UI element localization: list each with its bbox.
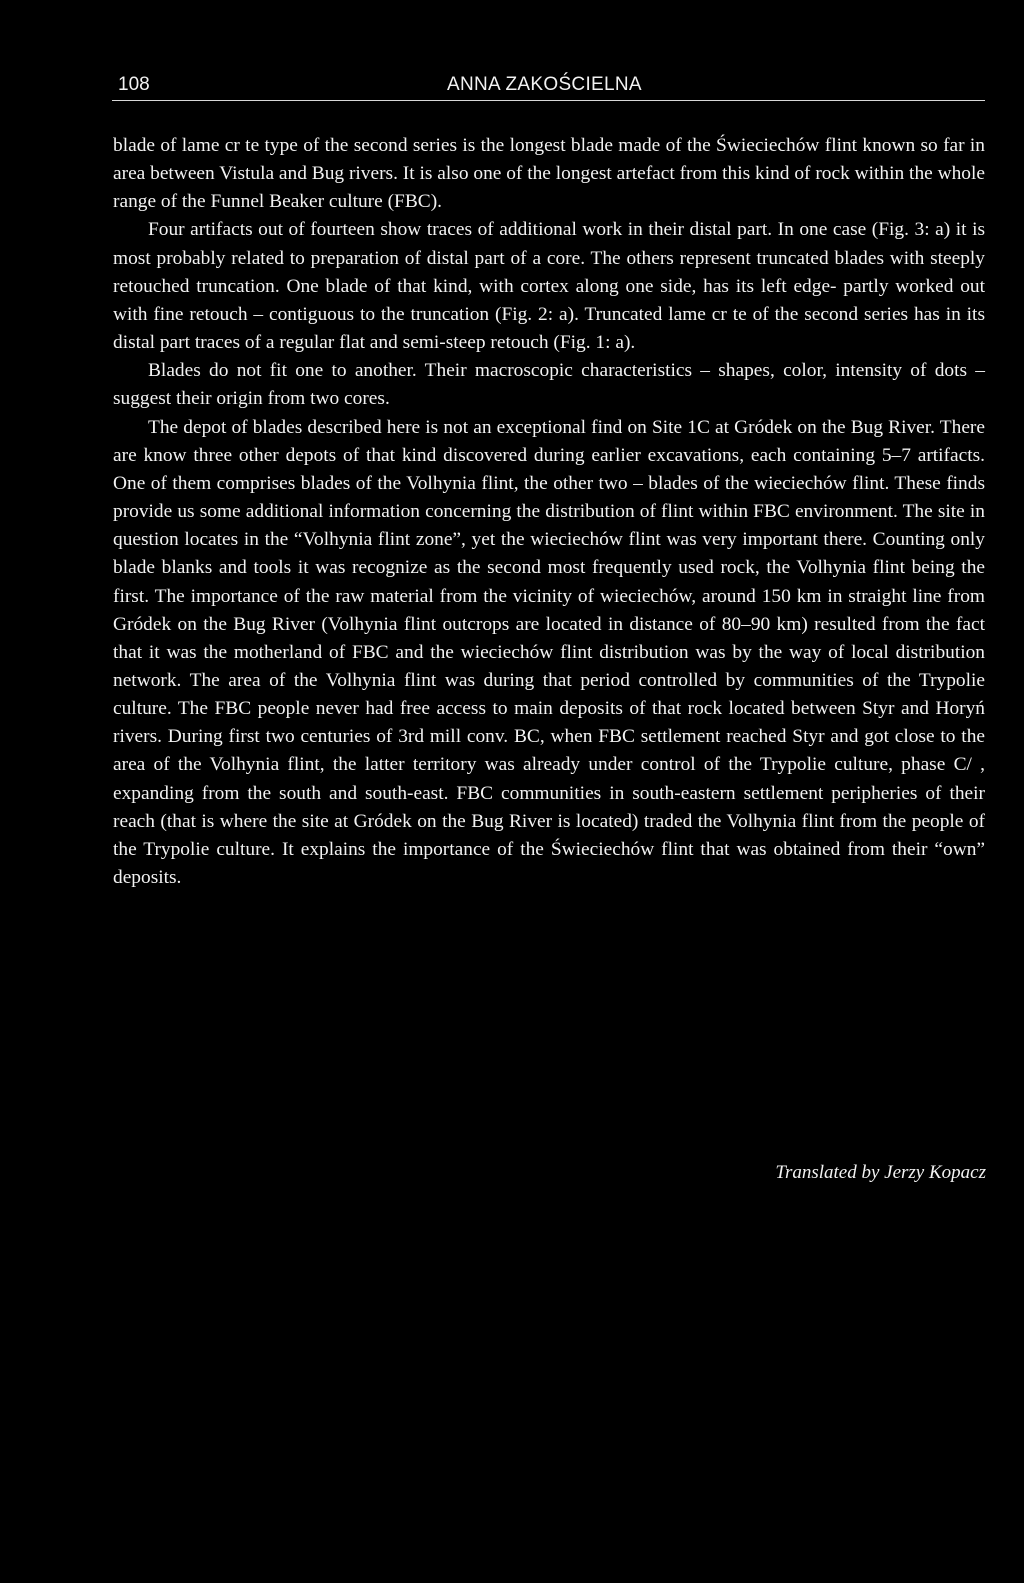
page-header bbox=[112, 70, 985, 104]
running-head: ANNA ZAKOŚCIELNA bbox=[447, 74, 642, 95]
paragraph: blade of lame cr te type of the second series is the longest blade made of the Świeciechów flint known so far in area between Vistula and Bug rivers. It is also one of the longest artefact from this kind of rock within the whole range of the Funnel Beaker culture (FBC). bbox=[113, 135, 985, 213]
header-rule bbox=[112, 100, 985, 101]
paragraph: Four artifacts out of fourteen show traces of additional work in their distal part. In one case (Fig. 3: a) it is most probably related to preparation of distal part of a core. The others represent truncated blades with steeply retouched truncation. One blade of that kind, with cortex along one side, has its left edge- partly worked out with fine retouch – contiguous to the truncation (Fig. 2: a). Truncated lame cr te of the second series has in its distal part traces of a regular flat and semi-steep retouch (Fig. 1: a). bbox=[113, 219, 985, 354]
paragraph: Blades do not fit one to another. Their macroscopic characteristics – shapes, color, intensity of dots – suggest their origin from two cores. bbox=[113, 360, 985, 410]
paragraph: The depot of blades described here is not an exceptional find on Site 1C at Gródek on the Bug River. There are know three other depots of that kind discovered during earlier excavations, each containing 5–7 artifacts. One of them comprises blades of the Volhynia flint, the other two – blades of the wieciechów flint. These finds provide us some additional information concerning the distribution of flint within FBC environment. The site in question locates in the “Volhynia flint zone”, yet the wieciechów flint was very important there. Counting only blade blanks and tools it was recognize as the second most frequently used rock, the Volhynia flint being the first. The importance of the raw material from the vicinity of wieciechów, around 150 km in straight line from Gródek on the Bug River (Volhynia flint outcrops are located in distance of 80–90 km) resulted from the fact that it was the motherland of FBC and the wieciechów flint distribution was by the way of local distribution network. The area of the Volhynia flint was during that period controlled by communities of the Trypolie culture. The FBC people never had free access to main deposits of that rock located between Styr and Horyń rivers. During first two centuries of 3rd mill conv. BC, when FBC settlement reached Styr and got close to the area of the Volhynia flint, the latter territory was already under control of the Trypolie culture, phase C/ , expanding from the south and south-east. FBC communities in south-eastern settlement peripheries of their reach (that is where the site at Gródek on the Bug River is located) traded the Volhynia flint from the people of the Trypolie culture. It explains the importance of the Świeciechów flint that was obtained from their “own” deposits. bbox=[113, 416, 985, 889]
translator-credit: Translated by Jerzy Kopacz bbox=[775, 1162, 986, 1183]
article-body bbox=[113, 132, 985, 892]
page-number: 108 bbox=[118, 74, 150, 95]
